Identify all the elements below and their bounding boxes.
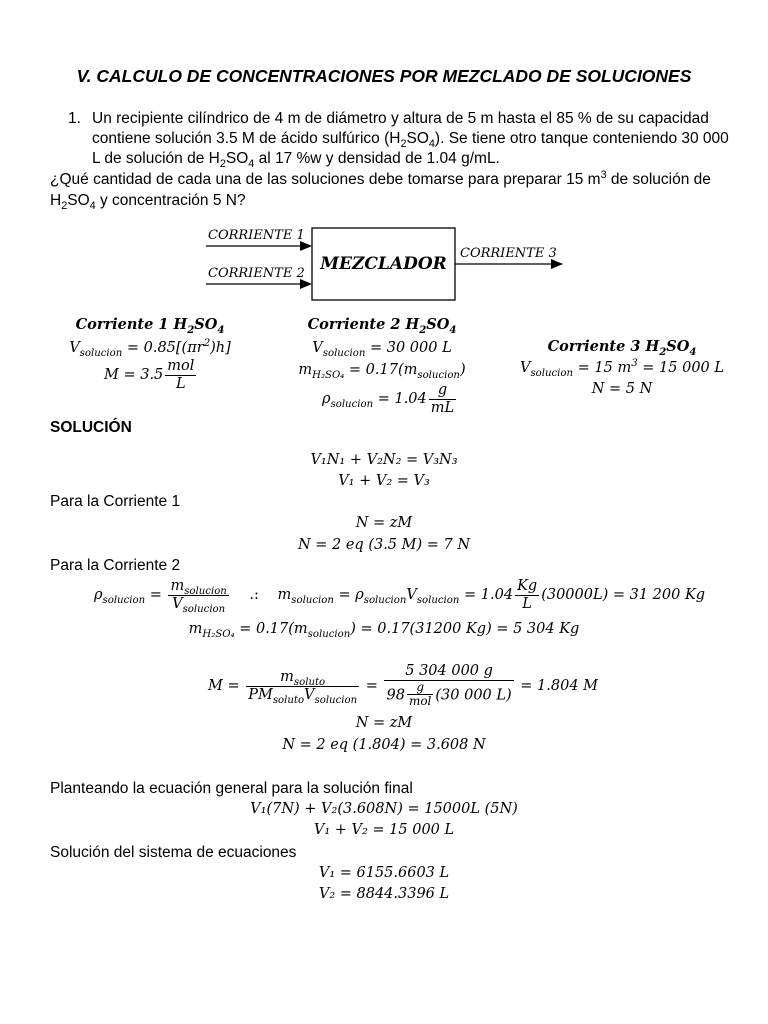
mixer-label: MEZCLADOR — [320, 254, 447, 274]
eq-molarity-stream-2: M = $\frac{m_{soluto}}{PM_{soluto}V_{solucion}}$ = 5 304 000 g 98 $\frac{g}{\text{mol}}$ (30 000 L) = 1.804 M — [208, 663, 599, 709]
stream-2-density: $\rho_{solucion} = 1.04$ $\frac{g}{mL}$ — [322, 382, 455, 416]
para-stream-1: Para la Corriente 1 — [50, 493, 181, 510]
para-general-equation: Planteando la ecuación general para la solución final — [50, 780, 413, 797]
stream-2-title: Corriente 2 $H_2SO_4$ — [307, 316, 457, 336]
eq-volume-balance: V₁ + V₂ = V₃ — [338, 473, 430, 489]
eq-n-stream-1: N = 2 eq (3.5 M) = 7 N — [297, 537, 471, 553]
problem-line-3: L de solución de $H_2SO_4$ al 17 %w y densidad de 1.04 g/mL. — [92, 150, 500, 171]
solution-heading: SOLUCIÓN — [50, 419, 132, 436]
para-stream-2: Para la Corriente 2 — [50, 557, 181, 574]
page-title: V. CALCULO DE CONCENTRACIONES POR MEZCLADO DE SOLUCIONES — [76, 66, 692, 86]
result-v1: V₁ = 6155.6603 L — [318, 865, 450, 881]
stream-3-label: CORRIENTE 3 — [460, 246, 557, 261]
stream-1-volume: $V_{solucion} = 0.85[(\pi r^2)h]$ — [69, 338, 231, 359]
eq-n-stream-2: N = 2 eq (1.804) = 3.608 N — [282, 737, 486, 753]
problem-question-2: $H_2SO_4$ y concentración 5 N? — [50, 192, 246, 213]
para-system-solution: Solución del sistema de ecuaciones — [50, 844, 297, 861]
stream-3-volume: $V_{solucion} = 15$ $m^3 = 15$ 000 L — [519, 358, 725, 379]
eq-general: V₁(7N) + V₂(3.608N) = 15000L (5N) — [250, 801, 518, 817]
problem-number: 1. — [68, 110, 81, 127]
eq-normality-balance: V₁N₁ + V₂N₂ = V₃N₃ — [310, 452, 458, 468]
problem-line-2: contiene solución 3.5 M de ácido sulfúrico $(H_2SO_4)$. Se tiene otro tanque conteniendo 30 000 — [92, 130, 729, 151]
problem-line-1: Un recipiente cilíndrico de 4 m de diámetro y altura de 5 m hasta el 85 % de su capacidad — [92, 110, 709, 127]
stream-1-label: CORRIENTE 1 — [208, 228, 305, 243]
eq-volume-total: V₁ + V₂ = 15 000 L — [313, 822, 455, 838]
eq-n-zm-1: N = zM — [355, 515, 413, 531]
eq-mass-solution: $\rho_{solucion}$ = $\frac{m_{solucion}}{V_{solucion}}$ .: $m_{solucion} = \rho_{solucion}V_{solucion} = 1.04$ $\frac{Kg}{L}$ (30000L) = 31 200 Kg — [94, 578, 706, 615]
result-v2: V₂ = 8844.3396 L — [318, 886, 450, 902]
eq-n-zm-2: N = zM — [355, 715, 413, 731]
stream-1-molarity: M = 3.5 $\frac{\text{mol}}{L}$ — [104, 358, 195, 392]
stream-2-mass: $m_{H_2SO_4} = 0.17(m_{solucion})$ — [298, 362, 466, 381]
stream-1-title: Corriente 1 $H_2SO_4$ — [75, 316, 225, 336]
problem-question-1: ¿Qué cantidad de cada una de las soluciones debe tomarse para preparar 15 $m^3$ de solución de — [50, 168, 711, 188]
eq-mass-h2so4: $m_{H_2SO_4} = 0.17(m_{solucion}) = 0.17(31200$ Kg) = 5 304 Kg — [188, 621, 580, 640]
stream-2-volume: $V_{solucion} = 30$ 000 L — [312, 340, 452, 359]
stream-3-title: Corriente 3 $H_2SO_4$ — [547, 338, 697, 358]
stream-3-normality: N = 5 N — [591, 381, 653, 397]
stream-2-label: CORRIENTE 2 — [208, 266, 305, 281]
